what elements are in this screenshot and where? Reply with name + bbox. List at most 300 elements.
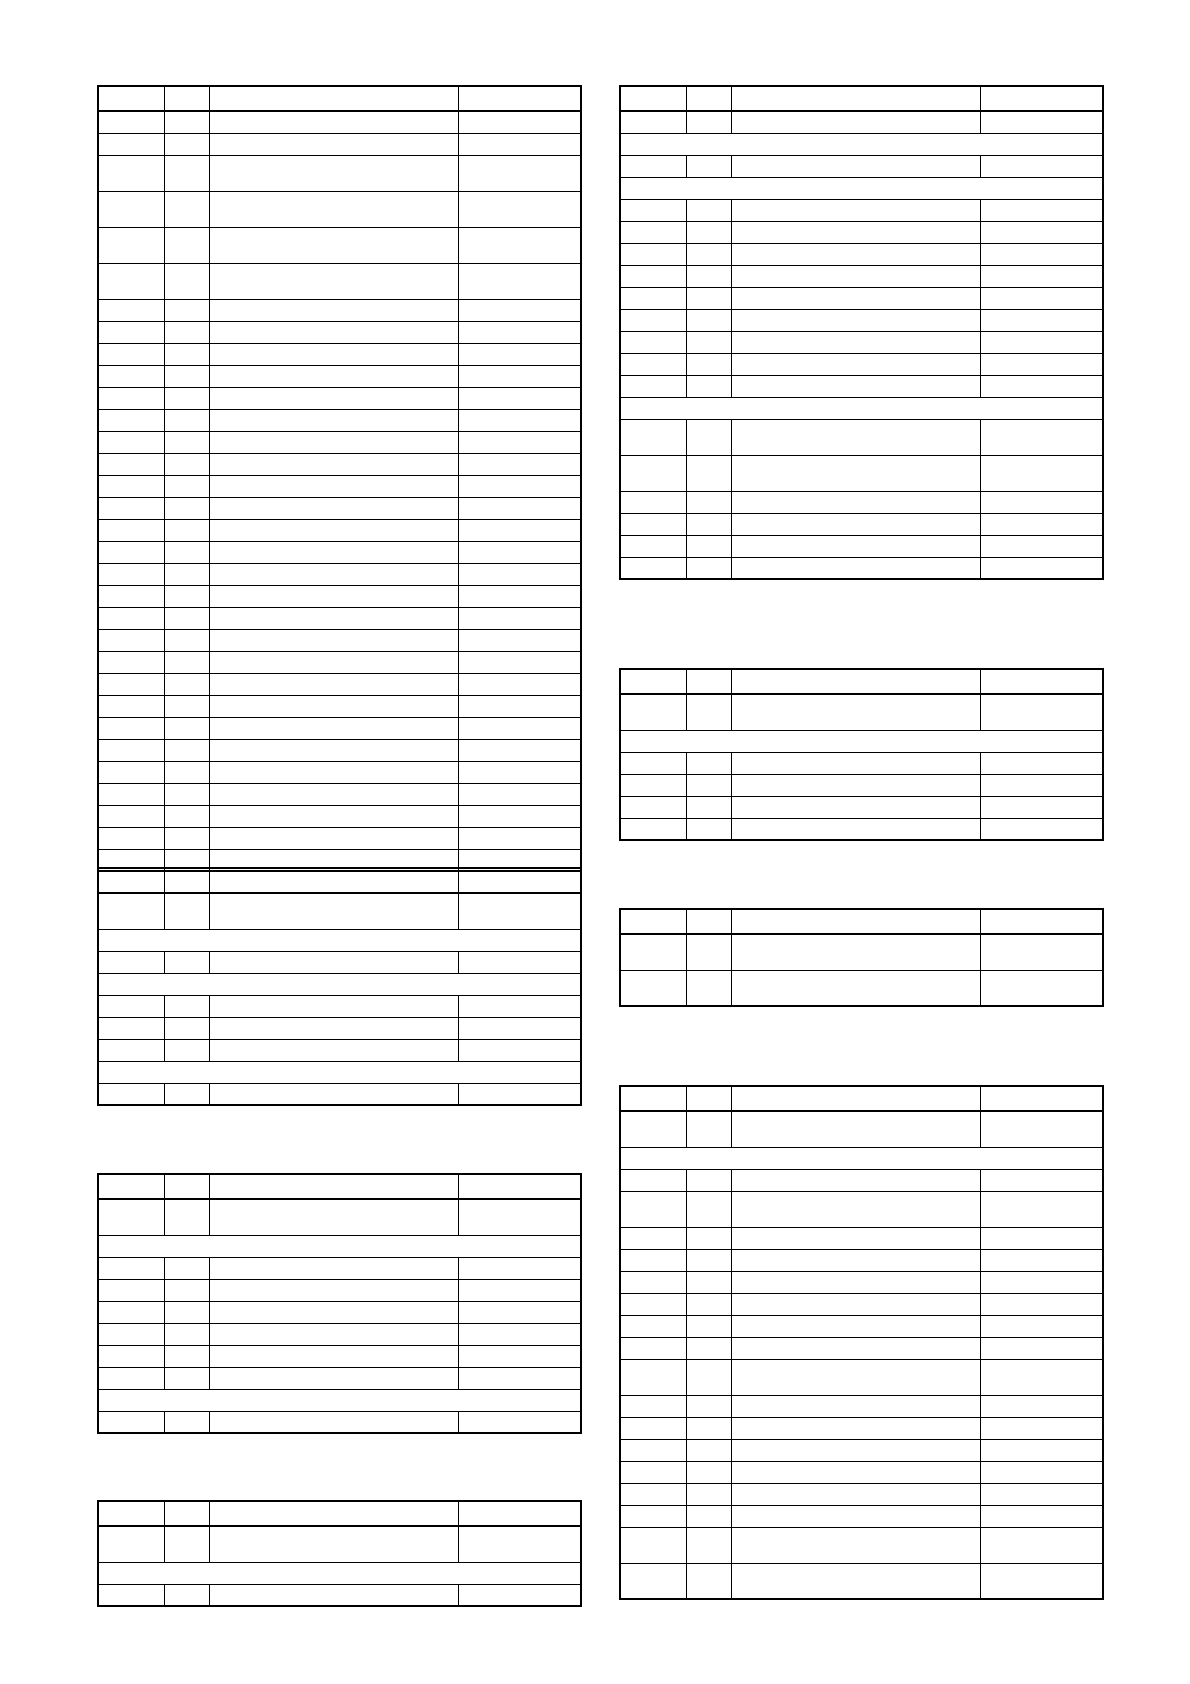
table-row [620,970,1103,1006]
table-cell [980,1359,1103,1395]
table-cell [731,1315,980,1337]
header-cell [731,86,980,111]
table-cell [458,1257,581,1279]
table-row [620,1461,1103,1483]
table-cell [98,1301,164,1323]
table-cell [458,827,581,849]
form-table-7 [619,908,1104,1007]
table-cell [98,951,164,973]
table-cell [209,1301,458,1323]
table-cell [458,475,581,497]
table-cell [164,519,209,541]
table-row [98,1279,581,1301]
table-cell [98,761,164,783]
table-cell [458,519,581,541]
table-cell [209,263,458,299]
table-cell [620,1563,686,1599]
header-cell [164,1174,209,1199]
header-cell [458,1174,581,1199]
table-cell [686,513,731,535]
table-cell [98,717,164,739]
table-cell [458,695,581,717]
table-row [98,263,581,299]
section-cell [98,973,581,995]
table-cell [980,774,1103,796]
table-row [620,419,1103,455]
table-row [620,752,1103,774]
table-cell [164,1279,209,1301]
table-cell [620,535,686,557]
header-cell [620,909,686,934]
table-cell [731,455,980,491]
table-cell [209,497,458,519]
table-row [98,995,581,1017]
header-cell [209,86,458,111]
table-cell [209,1017,458,1039]
table-cell [98,227,164,263]
table-row [98,1411,581,1433]
table-cell [98,739,164,761]
table-cell [731,1337,980,1359]
table-cell [458,365,581,387]
header-cell [98,868,164,893]
table-cell [731,1395,980,1417]
table-cell [686,1169,731,1191]
header-cell [686,86,731,111]
table-row [620,557,1103,579]
table-cell [209,995,458,1017]
header-cell [980,909,1103,934]
table-cell [98,995,164,1017]
table-cell [98,1584,164,1606]
table-cell [98,651,164,673]
table-cell [731,970,980,1006]
table-cell [980,1337,1103,1359]
table-row [98,761,581,783]
table-cell [620,774,686,796]
table-cell [731,535,980,557]
table-cell [209,387,458,409]
table-cell [164,321,209,343]
table-cell [164,343,209,365]
table-cell [980,1169,1103,1191]
table-cell [209,299,458,321]
table-cell [164,133,209,155]
table-cell [980,513,1103,535]
table-cell [980,752,1103,774]
table-cell [98,1279,164,1301]
table-cell [164,111,209,133]
table-cell [980,796,1103,818]
header-cell [164,86,209,111]
table-cell [620,353,686,375]
header-cell [686,909,731,934]
table-row [98,739,581,761]
table-cell [686,1293,731,1315]
table-cell [620,1315,686,1337]
table-cell [980,1505,1103,1527]
table-cell [164,893,209,929]
table-cell [980,1271,1103,1293]
table-row [98,1526,581,1562]
table-cell [209,563,458,585]
table-cell [98,409,164,431]
table-cell [98,563,164,585]
table-cell [458,387,581,409]
table-header-row [620,86,1103,111]
table-cell [164,1301,209,1323]
table-cell [209,629,458,651]
table-cell [98,1199,164,1235]
table-cell [458,651,581,673]
table-cell [209,717,458,739]
header-cell [209,1174,458,1199]
table-cell [731,1227,980,1249]
table-cell [686,1359,731,1395]
table-row [620,111,1103,133]
table-row [98,1083,581,1105]
table-cell [731,1271,980,1293]
table-row [98,1301,581,1323]
table-cell [458,431,581,453]
table-cell [98,497,164,519]
table-cell [98,827,164,849]
table-cell [458,563,581,585]
table-cell [458,409,581,431]
table-cell [731,1169,980,1191]
table-cell [686,455,731,491]
table-cell [164,409,209,431]
table-cell [164,827,209,849]
table-row [620,1563,1103,1599]
header-cell [980,669,1103,694]
table-row [620,513,1103,535]
table-cell [686,221,731,243]
table-row [98,343,581,365]
table-row [98,1039,581,1061]
form-table-2 [97,867,582,1106]
table-cell [458,1526,581,1562]
table-cell [164,475,209,497]
header-cell [164,868,209,893]
table-cell [209,1279,458,1301]
table-cell [731,155,980,177]
header-cell [458,868,581,893]
table-row [98,951,581,973]
table-cell [980,155,1103,177]
table-cell [686,491,731,513]
table-cell [209,1367,458,1389]
table-cell [731,796,980,818]
table-header-row [98,868,581,893]
table-cell [731,1461,980,1483]
header-cell [209,868,458,893]
table-cell [458,761,581,783]
table-cell [731,1111,980,1147]
table-cell [980,1483,1103,1505]
table-cell [980,970,1103,1006]
table-cell [980,243,1103,265]
table-cell [620,1169,686,1191]
table-cell [98,1083,164,1105]
table-cell [686,1527,731,1563]
table-row [98,1367,581,1389]
header-cell [98,86,164,111]
form-table-5 [619,85,1104,580]
table-cell [458,1039,581,1061]
table-cell [731,331,980,353]
table-row [620,1227,1103,1249]
table-row [98,783,581,805]
section-row [620,1147,1103,1169]
section-cell [620,133,1103,155]
table-cell [209,695,458,717]
table-row [98,629,581,651]
table-cell [458,453,581,475]
table-row [620,1337,1103,1359]
table-cell [731,199,980,221]
table-cell [686,331,731,353]
header-cell [731,669,980,694]
table-cell [98,321,164,343]
header-cell [620,1086,686,1111]
table-cell [620,1439,686,1461]
table-cell [164,1199,209,1235]
table-cell [686,1111,731,1147]
table-cell [458,111,581,133]
header-cell [686,1086,731,1111]
table-cell [620,1483,686,1505]
table-cell [686,265,731,287]
table-row [98,321,581,343]
table-cell [209,155,458,191]
table-cell [209,453,458,475]
table-cell [98,1323,164,1345]
table-cell [620,1417,686,1439]
table-cell [686,199,731,221]
table-cell [209,365,458,387]
table-row [620,1315,1103,1337]
table-row [98,519,581,541]
section-row [620,177,1103,199]
section-row [620,730,1103,752]
table-cell [458,951,581,973]
table-cell [164,191,209,227]
table-cell [98,453,164,475]
table-cell [731,1439,980,1461]
table-cell [980,1439,1103,1461]
table-cell [620,694,686,730]
form-table-4 [97,1500,582,1607]
table-row [98,191,581,227]
table-cell [980,557,1103,579]
table-cell [98,805,164,827]
form-table-1 [97,85,582,872]
table-cell [98,541,164,563]
table-cell [686,287,731,309]
table-cell [620,1461,686,1483]
table-cell [980,1293,1103,1315]
table-row [620,1359,1103,1395]
table-cell [620,934,686,970]
table-cell [686,419,731,455]
table-row [620,353,1103,375]
table-cell [980,331,1103,353]
table-header-row [620,909,1103,934]
table-cell [98,1039,164,1061]
table-row [620,265,1103,287]
table-cell [209,227,458,263]
table-cell [458,717,581,739]
table-row [620,331,1103,353]
table-row [620,796,1103,818]
table-cell [980,1461,1103,1483]
table-row [620,199,1103,221]
table-cell [98,155,164,191]
table-cell [209,1584,458,1606]
table-cell [164,629,209,651]
table-row [98,805,581,827]
table-cell [620,1527,686,1563]
table-cell [686,694,731,730]
table-cell [458,1323,581,1345]
table-cell [458,1017,581,1039]
table-row [98,227,581,263]
table-cell [98,893,164,929]
table-row [620,1169,1103,1191]
table-cell [164,1017,209,1039]
section-cell [620,730,1103,752]
table-cell [98,673,164,695]
table-cell [209,673,458,695]
table-cell [209,761,458,783]
table-cell [164,299,209,321]
table-cell [209,1526,458,1562]
table-cell [686,1461,731,1483]
table-row [98,563,581,585]
table-row [620,1191,1103,1227]
header-cell [209,1501,458,1526]
table-cell [980,818,1103,840]
table-cell [686,155,731,177]
table-row [620,221,1103,243]
table-cell [458,783,581,805]
table-cell [731,1191,980,1227]
section-row [98,929,581,951]
form-table-8 [619,1085,1104,1600]
table-row [98,409,581,431]
table-cell [164,541,209,563]
header-cell [980,1086,1103,1111]
table-cell [98,607,164,629]
table-row [620,491,1103,513]
table-cell [98,1257,164,1279]
table-cell [98,191,164,227]
table-cell [686,1271,731,1293]
table-cell [164,717,209,739]
table-cell [98,1345,164,1367]
table-cell [686,752,731,774]
table-cell [731,375,980,397]
table-cell [458,133,581,155]
table-cell [980,221,1103,243]
table-cell [98,695,164,717]
table-row [620,774,1103,796]
table-cell [458,1083,581,1105]
table-row [620,1483,1103,1505]
table-cell [980,1111,1103,1147]
table-cell [620,1111,686,1147]
table-cell [458,299,581,321]
table-cell [458,805,581,827]
table-cell [164,761,209,783]
section-cell [98,929,581,951]
table-cell [164,673,209,695]
table-cell [686,535,731,557]
table-row [98,651,581,673]
table-cell [98,519,164,541]
table-cell [209,1199,458,1235]
table-cell [458,497,581,519]
table-cell [209,1345,458,1367]
table-cell [731,557,980,579]
table-cell [164,563,209,585]
table-cell [209,893,458,929]
table-cell [731,1505,980,1527]
table-cell [620,155,686,177]
table-cell [620,796,686,818]
table-cell [209,475,458,497]
table-cell [458,191,581,227]
table-cell [731,287,980,309]
table-cell [980,1315,1103,1337]
table-cell [980,199,1103,221]
table-cell [620,1293,686,1315]
section-cell [98,1235,581,1257]
table-cell [164,951,209,973]
table-cell [209,431,458,453]
table-cell [164,497,209,519]
table-cell [686,774,731,796]
table-cell [620,1505,686,1527]
table-row [98,133,581,155]
table-cell [164,1323,209,1345]
table-row [620,1527,1103,1563]
table-cell [164,1345,209,1367]
table-cell [164,1367,209,1389]
table-cell [731,111,980,133]
table-cell [980,934,1103,970]
table-row [620,1249,1103,1271]
table-row [98,1199,581,1235]
table-cell [209,827,458,849]
table-cell [731,491,980,513]
table-cell [620,221,686,243]
table-cell [620,513,686,535]
header-cell [620,669,686,694]
table-cell [98,629,164,651]
header-cell [980,86,1103,111]
table-header-row [98,86,581,111]
table-cell [164,155,209,191]
table-cell [164,607,209,629]
table-cell [164,695,209,717]
table-cell [164,387,209,409]
table-cell [980,1417,1103,1439]
table-cell [980,375,1103,397]
table-cell [458,227,581,263]
table-cell [209,321,458,343]
